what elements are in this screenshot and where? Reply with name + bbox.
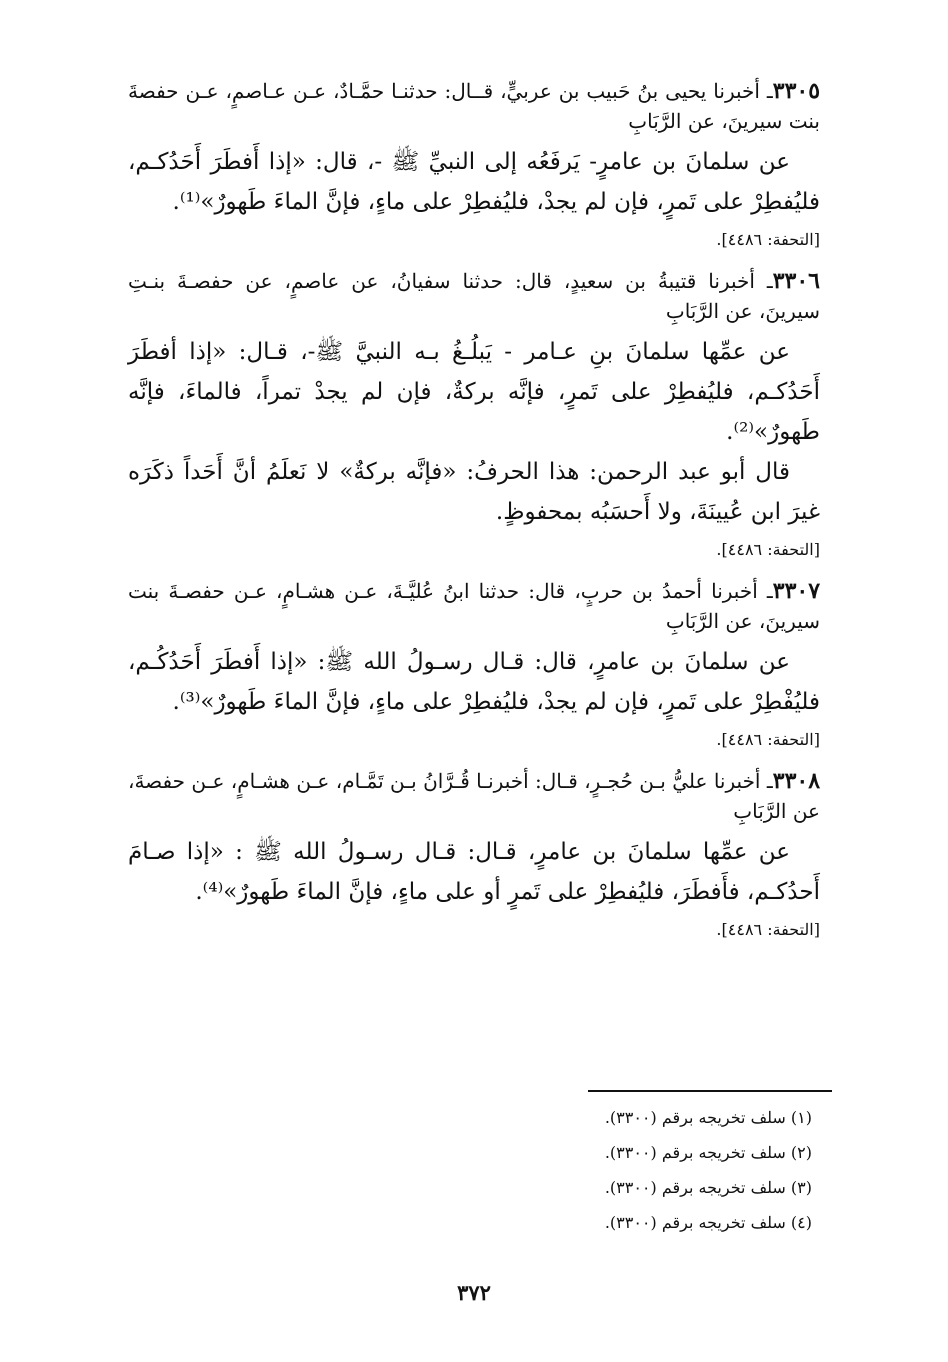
hadith-isnad-text: أخبرنا أحمدُ بن حربٍ، قال: حدثنا ابنُ عُليَّـةَ، عـن هشـامٍ، عـن حفصـةَ بنت سيرينَ، عن الرَّبَابِ [128,579,820,633]
hadith-dash: ـ [757,579,773,603]
tuhfa-reference: [التحفة: ٤٤٨٦]. [716,920,820,939]
hadith-isnad [128,266,820,326]
hadith-isnad-text: أخبرنا عليُّ بـن حُجـرٍ، قـال: أخبرنـا قُـرَّانُ بـن تَمَّـام، عـن هشـامٍ، عـن حفصةَ، عن الرَّبَابِ [128,769,820,823]
hadith-dash: ـ [759,79,773,103]
hadith-3305 [128,76,820,252]
footnote-item: (٣) سلف تخريجه برقم (٣٣٠٠). [604,1178,812,1197]
footnotes [540,1100,812,1240]
hadith-matn: عن سلمانَ بن عامرٍ، قال: قـال رسـولُ الله ﷺ: «إذا أَفطَرَ أَحَدُكُـم، فليُفْطِرْ على تَمرٍ، فإن لم يجدْ، فليُفطِرْ على ماءٍ، فإنَّ الماءَ طَهورٌ»⁽³⁾. [128,649,820,715]
hadith-matn: عن عمِّها سلمانَ بنِ عـامر - يَبلُـغُ بـه النبيَّ ﷺ-، قـال: «إذا أفطَرَ أَحَدُكـم، فليُفطِرْ على تَمرٍ، فإنَّه بركةٌ، فإن لم يجدْ تمراً، فالماءَ، فإنَّه طَهورٌ»⁽²⁾. [128,339,820,445]
page-body [128,76,820,956]
footnote-item: (٢) سلف تخريجه برقم (٣٣٠٠). [604,1143,812,1162]
hadith-number: ٣٣٠٧ [772,578,821,604]
hadith-isnad [128,576,820,636]
hadith-isnad [128,766,820,826]
hadith-number: ٣٣٠٨ [772,768,821,794]
tuhfa-reference: [التحفة: ٤٤٨٦]. [716,730,820,749]
hadith-number: ٣٣٠٦ [772,268,820,294]
hadith-isnad-text: أخبرنا قتيبةُ بن سعيدٍ، قال: حدثنا سفيانُ، عن عاصمٍ، عن حفصـةَ بنـتِ سيرينَ، عن الرَّبَابِ [128,269,820,323]
tuhfa-reference: [التحفة: ٤٤٨٦]. [716,540,820,559]
footnote-item: (١) سلف تخريجه برقم (٣٣٠٠). [604,1108,812,1127]
hadith-3306 [128,266,820,562]
page-number: ٣٧٢ [457,1280,491,1305]
hadith-dash: ـ [760,769,773,793]
hadith-3307 [128,576,820,752]
footnote-divider [588,1090,832,1092]
hadith-dash: ـ [754,269,773,293]
hadith-3308 [128,766,820,942]
hadith-number: ٣٣٠٥ [772,78,821,104]
tuhfa-reference: [التحفة: ٤٤٨٦]. [716,230,820,249]
author-remark: قال أبو عبد الرحمن: هذا الحرفُ: «فإنَّه بركةٌ» لا نَعلَمُ أنَّ أَحَداً ذكَرَه غيرَ ابن عُيينَةَ، ولا أَحسَبُه بمحفوظٍ. [128,459,820,525]
hadith-isnad [128,76,820,136]
hadith-isnad-text: أخبرنا يحيى بنُ حَبيب بن عربيٍّ، قــال: حدثنـا حمَّـادٌ، عـن عـاصمٍ، عـن حفصةَ بنت سيرينَ، عن الرَّبَابِ [128,79,820,133]
footnote-item: (٤) سلف تخريجه برقم (٣٣٠٠). [604,1213,812,1232]
hadith-matn: عن عمِّها سلمانَ بن عامرٍ، قـال: قـال رسـولُ الله ﷺ : «إذا صـامَ أَحدُكـم، فأَفطَرَ، فليُفطِرْ على تَمرٍ أو على ماءٍ، فإنَّ الماءَ طَهورٌ»⁽⁴⁾. [128,839,820,905]
hadith-matn: عن سلمانَ بن عامرٍ- يَرفَعُه إلى النبيِّ ﷺ -، قال: «إذا أَفطَرَ أَحَدُكـم، فليُفطِرْ على تَمرٍ، فإن لم يجدْ، فليُفطِرْ على ماءٍ، فإنَّ الماءَ طَهورٌ»⁽¹⁾. [128,149,820,215]
